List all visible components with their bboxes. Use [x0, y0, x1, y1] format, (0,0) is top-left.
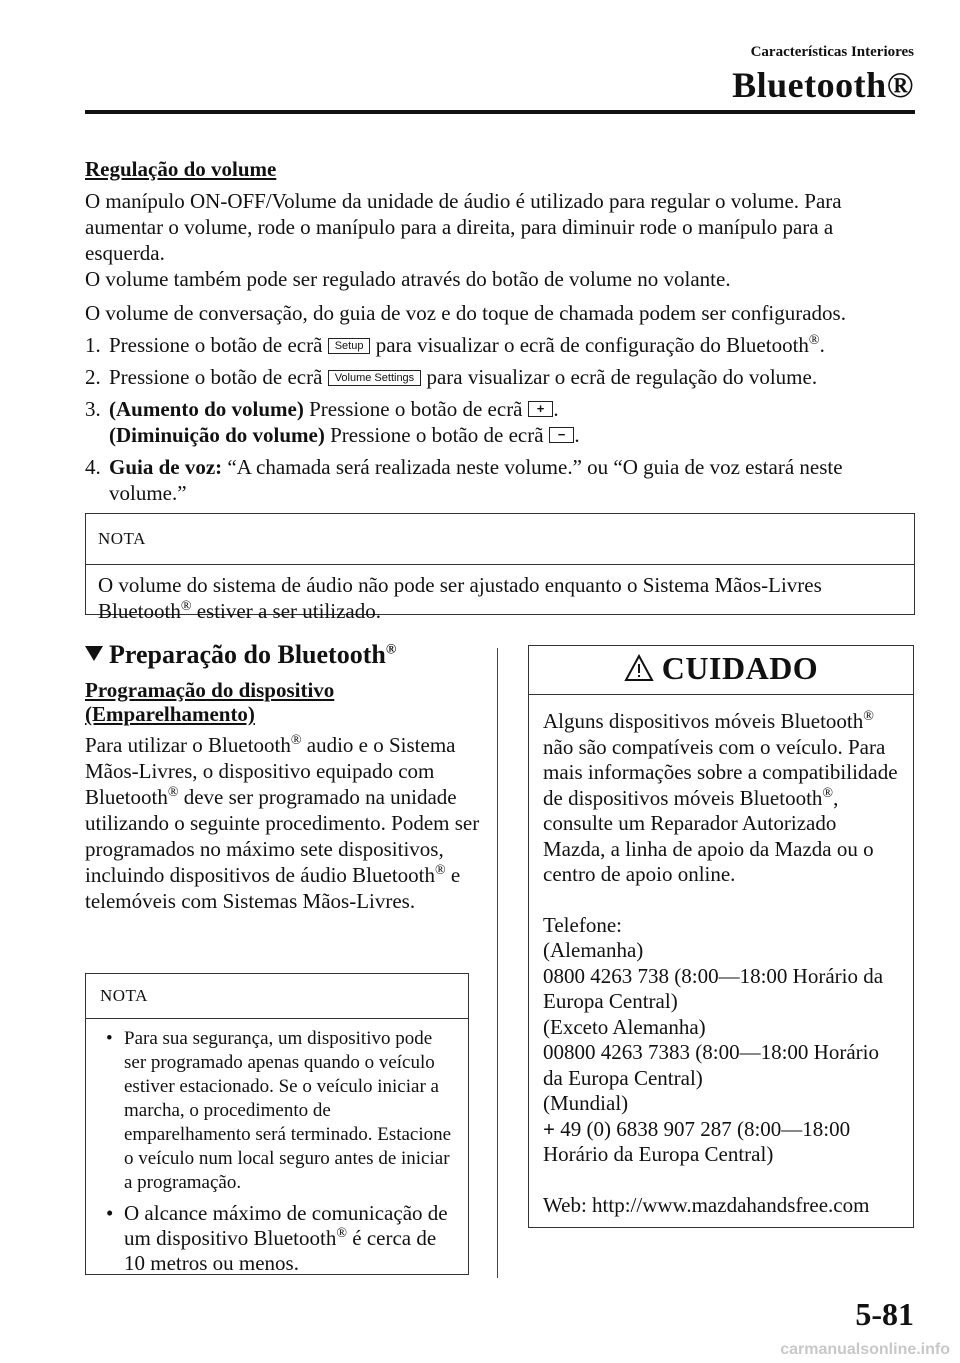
prep-text: deve ser programado na unidade utilizando o seguinte procedimento. Podem ser programados no máximo sete dispositivos, incluindo dispositivos de áudio Bluetooth: [85, 785, 480, 887]
registered-mark: ®: [435, 863, 446, 878]
volume-heading: Regulação do volume: [85, 157, 277, 181]
step-number: 1.: [85, 333, 101, 357]
registered-mark: ®: [808, 333, 820, 348]
note-bullet-text: é cerca de 10 metros ou menos.: [124, 1226, 437, 1275]
prep-section: [85, 642, 485, 914]
caution-tel-label: Telefone:: [543, 912, 622, 937]
step-number: 3.: [85, 397, 101, 421]
note-box-2: [85, 973, 469, 1275]
caution-title: CUIDADO: [661, 650, 819, 686]
registered-mark: ®: [180, 599, 192, 614]
note-text-part: estiver a ser utilizado.: [196, 599, 381, 623]
volume-para-3: O volume de conversação, do guia de voz e do toque de chamada podem ser configurados.: [85, 301, 846, 325]
step-text: para visualizar o ecrã de configuração do Bluetooth: [375, 333, 809, 357]
step-text: “A chamada será realizada neste volume.” ou “O guia de voz estará neste volume.”: [109, 455, 843, 505]
prep-text: audio e o Sistema Mãos-Livres, o dispositivo equipado com Bluetooth: [85, 733, 456, 809]
note-text-part: O volume do sistema de áudio não pode ser ajustado enquanto o Sistema Mãos-Livres Bluetooth: [98, 573, 822, 623]
note-box-1: [85, 513, 915, 623]
caution-line-international: [543, 1117, 899, 1168]
step-2: [85, 364, 915, 390]
caution-text: , consulte um Reparador Autorizado Mazda, a linha de apoio da Mazda ou o centro de apoio online.: [543, 785, 874, 886]
volume-section: [85, 156, 915, 506]
prep-subheading-line: Programação do dispositivo: [85, 678, 335, 702]
step-label: (Diminuição do volume): [109, 423, 325, 447]
registered-mark: ®: [863, 709, 874, 724]
caution-line-text: 49 (0) 6838 907 287 (8:00—18:00 Horário da Europa Central): [543, 1116, 851, 1166]
warning-icon: [624, 654, 654, 682]
triangle-down-icon: [85, 646, 103, 661]
prep-heading-text: Preparação do Bluetooth: [109, 640, 386, 669]
note-label: NOTA: [86, 974, 468, 1019]
step-label: (Aumento do volume): [109, 397, 304, 421]
step-number: 4.: [85, 455, 101, 479]
plus-icon: +: [543, 1116, 555, 1141]
caution-box: [528, 645, 914, 1228]
setup-screen-button: Setup: [328, 338, 371, 354]
note-bullet-text: Para sua segurança, um dispositivo pode ser programado apenas quando o veículo estiver estacionado. Se o veículo iniciar a marcha, o procedimento de emparelhamento será terminado. Estacione o veículo num local seguro antes de iniciar a programação.: [124, 1028, 452, 1193]
note-bullet: [98, 1201, 454, 1276]
caution-line: 00800 4263 7383 (8:00—18:00 Horário da Europa Central): [543, 1040, 879, 1090]
note-bullet-text: O alcance máximo de comunicação de um dispositivo Bluetooth: [124, 1201, 448, 1250]
caution-header: [529, 646, 913, 695]
caution-line: (Alemanha): [543, 938, 644, 962]
column-divider: [497, 648, 498, 1278]
prep-text: Para utilizar o Bluetooth: [85, 733, 291, 757]
prep-paragraph: [85, 732, 485, 914]
note-text: [86, 565, 914, 631]
volume-settings-screen-button: Volume Settings: [328, 370, 422, 386]
page-number: 5-81: [855, 1296, 914, 1332]
caution-paragraph: [543, 709, 899, 888]
step-text: para visualizar o ecrã de regulação do volume.: [426, 365, 818, 389]
header-rule: [85, 110, 915, 114]
registered-mark: ®: [336, 1226, 347, 1241]
step-text: Pressione o botão de ecrã: [109, 365, 323, 389]
step-text: Pressione o botão de ecrã: [330, 423, 544, 447]
plus-screen-button: +: [528, 401, 554, 417]
prep-heading: [85, 642, 485, 668]
caution-web: Web: http://www.mazdahandsfree.com: [543, 1192, 870, 1217]
registered-mark: ®: [385, 642, 397, 658]
prep-subheading-line: (Emparelhamento): [85, 702, 255, 726]
volume-para-1: O manípulo ON-OFF/Volume da unidade de áudio é utilizado para regular o volume. Para aumentar o volume, rode o manípulo para a direita, para diminuir rode o manípulo para a esquerda.: [85, 189, 842, 265]
page-title: Bluetooth®: [732, 65, 914, 105]
step-number: 2.: [85, 365, 101, 389]
note-bullet: [98, 1027, 454, 1195]
minus-screen-button: −: [549, 427, 575, 443]
step-4: [85, 454, 915, 506]
prep-text: e telemóveis com Sistemas Mãos-Livres.: [85, 863, 461, 913]
note-label: NOTA: [86, 514, 914, 565]
caution-line: (Mundial): [543, 1091, 629, 1115]
step-label: Guia de voz:: [109, 455, 223, 479]
caution-text: Alguns dispositivos móveis Bluetooth: [543, 709, 864, 733]
section-title: Características Interiores: [750, 44, 914, 60]
watermark: carmanualsonline.info: [780, 1341, 950, 1358]
caution-text: não são compatíveis com o veículo. Para mais informações sobre a compatibilidade de dispositivos móveis Bluetooth: [543, 734, 898, 810]
registered-mark: ®: [290, 733, 302, 748]
volume-steps: [85, 332, 915, 506]
volume-para-2: O volume também pode ser regulado através do botão de volume no volante.: [85, 267, 731, 291]
bullet-icon: •: [106, 1201, 114, 1225]
step-text: Pressione o botão de ecrã: [309, 397, 523, 421]
caution-content: [529, 695, 913, 1218]
step-3: 3. (Aumento do volume) Pressione o botão de ecrã + . (Diminuição do volume) Pressione o botão de ecrã − .: [85, 397, 580, 447]
step-1: 1. Pressione o botão de ecrã Setup para visualizar o ecrã de configuração do Bluetooth®.: [85, 333, 825, 357]
note-bullets: [86, 1019, 468, 1276]
registered-mark: ®: [167, 785, 179, 800]
bullet-icon: •: [106, 1028, 113, 1049]
registered-mark: ®: [822, 785, 834, 801]
caution-line: (Exceto Alemanha): [543, 1014, 706, 1039]
caution-line: 0800 4263 738 (8:00—18:00 Horário da Europa Central): [543, 963, 884, 1013]
step-text: Pressione o botão de ecrã: [109, 333, 323, 357]
prep-subheading: [85, 678, 485, 726]
